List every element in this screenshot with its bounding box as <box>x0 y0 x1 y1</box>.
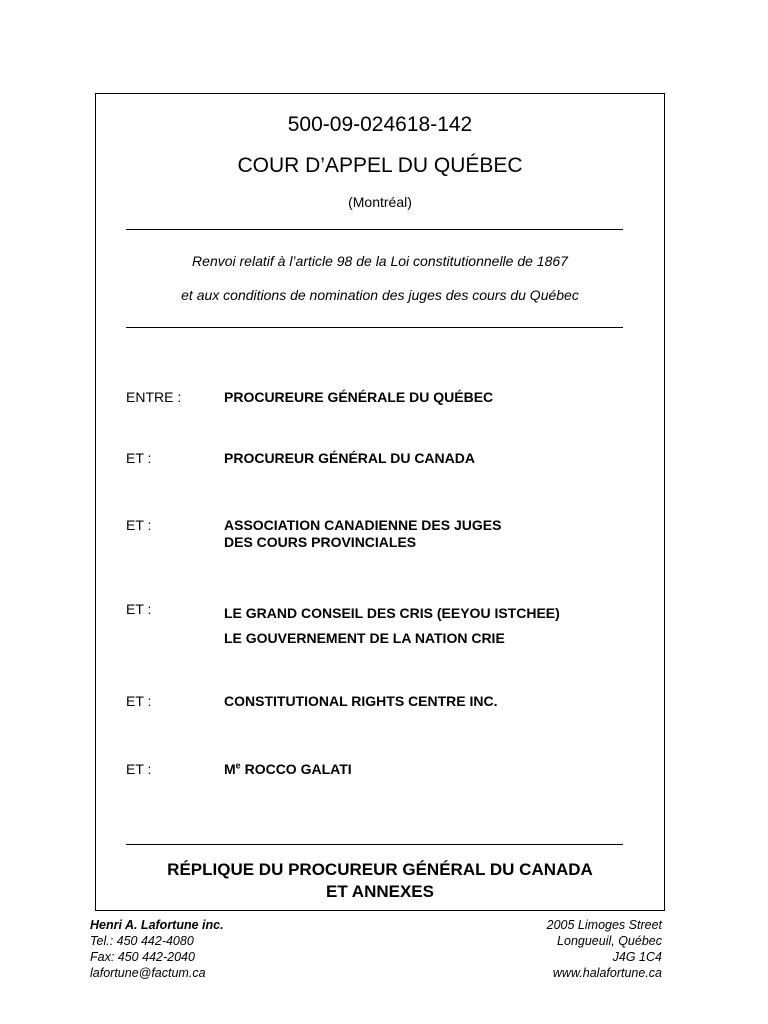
firm-fax: Fax: 450 442-2040 <box>90 950 195 964</box>
court-name: COUR D’APPEL DU QUÉBEC <box>237 154 523 177</box>
firm-email: lafortune@factum.ca <box>90 966 206 980</box>
reference-line-2: et aux conditions de nomination des juges des cours du Québec <box>181 287 579 303</box>
address-street: 2005 Limoges Street <box>546 918 662 932</box>
cover-frame <box>95 93 665 911</box>
party-name <box>224 450 475 467</box>
party-name <box>224 601 560 651</box>
party-name-line: ASSOCIATION CANADIENNE DES JUGES <box>224 517 502 533</box>
footer-contact <box>90 917 224 981</box>
party-label: ET : <box>126 450 152 466</box>
party-name-superscript: e <box>235 760 241 771</box>
party-name-line: LE GOUVERNEMENT DE LA NATION CRIE <box>224 630 505 646</box>
case-number: 500-09-024618-142 <box>287 113 473 136</box>
party-label: ET : <box>126 517 152 533</box>
footer-address <box>547 917 662 981</box>
party-name-line: DES COURS PROVINCIALES <box>224 534 417 550</box>
party-name-line: PROCUREUR GÉNÉRAL DU CANADA <box>224 450 475 466</box>
party-name-line: PROCUREURE GÉNÉRALE DU QUÉBEC <box>224 389 494 405</box>
party-name-line <box>224 761 352 778</box>
party-name <box>224 389 493 406</box>
document-title-line-2: ET ANNEXES <box>325 882 434 901</box>
divider-middle <box>126 327 623 328</box>
party-name <box>224 693 498 710</box>
divider-top <box>126 229 623 230</box>
party-label: ET : <box>126 761 152 777</box>
party-name <box>224 761 352 778</box>
divider-bottom <box>126 844 623 845</box>
firm-telephone: Tel.: 450 442-4080 <box>90 934 194 948</box>
firm-website: www.halafortune.ca <box>552 966 662 980</box>
court-location: (Montréal) <box>348 194 412 210</box>
reference-line-1: Renvoi relatif à l’article 98 de la Loi constitutionnelle de 1867 <box>192 253 568 269</box>
party-name <box>224 517 501 551</box>
party-name-line: CONSTITUTIONAL RIGHTS CENTRE INC. <box>224 693 498 709</box>
document-title-line-1: RÉPLIQUE DU PROCUREUR GÉNÉRAL DU CANADA <box>167 860 593 879</box>
party-label: ET : <box>126 601 152 617</box>
party-name-prefix: M <box>224 761 236 777</box>
firm-name: Henri A. Lafortune inc. <box>90 918 224 932</box>
address-city: Longueuil, Québec <box>557 934 662 948</box>
party-name-text: ROCCO GALATI <box>240 761 352 777</box>
party-label: ENTRE : <box>126 389 182 405</box>
party-name-line: LE GRAND CONSEIL DES CRIS (EEYOU ISTCHEE) <box>224 605 560 621</box>
address-postal: J4G 1C4 <box>612 950 662 964</box>
party-label: ET : <box>126 693 152 709</box>
